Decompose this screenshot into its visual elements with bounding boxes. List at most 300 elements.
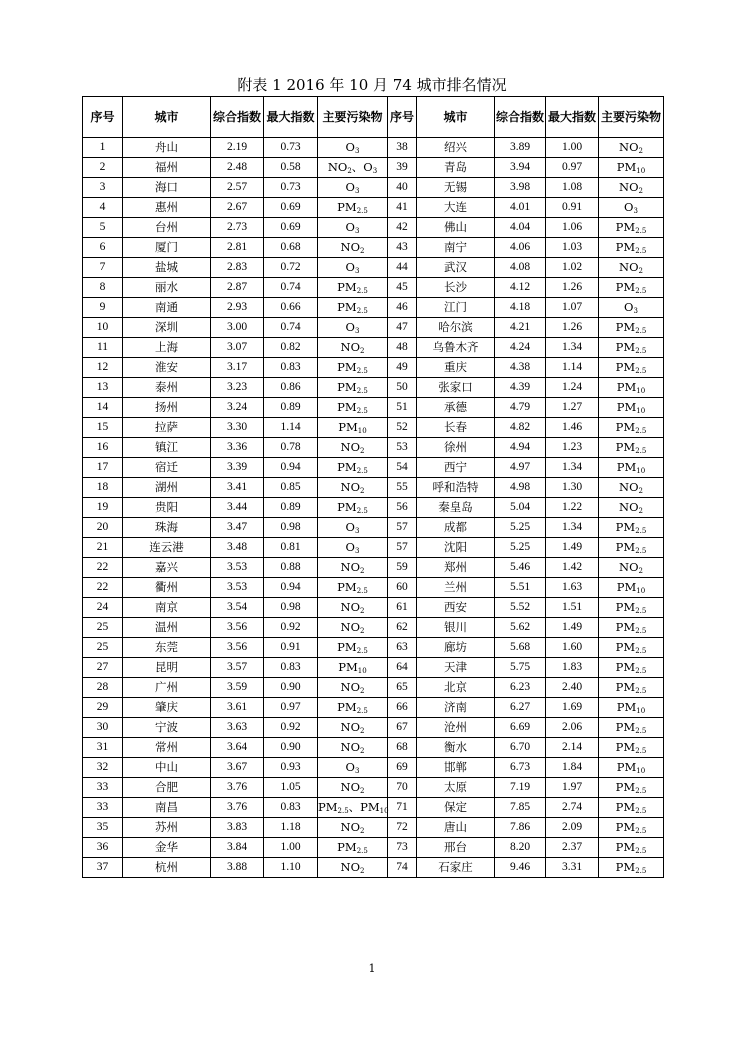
max-index-cell: 1.46	[546, 418, 599, 438]
city-cell: 肇庆	[123, 698, 211, 718]
rank-cell: 22	[83, 578, 123, 598]
rank-cell: 43	[388, 238, 417, 258]
max-index-cell: 0.58	[264, 158, 318, 178]
col-header: 综合指数	[211, 97, 264, 138]
city-cell: 中山	[123, 758, 211, 778]
rank-cell: 71	[388, 798, 417, 818]
city-cell: 南宁	[417, 238, 495, 258]
pollutant-cell: $PM_{2.5}$	[599, 318, 664, 338]
city-cell: 廊坊	[417, 638, 495, 658]
pollutant-cell: $NO_2$、$O_3$	[318, 158, 388, 178]
pollutant-cell: $PM_{10}$	[599, 578, 664, 598]
rank-cell: 56	[388, 498, 417, 518]
city-cell: 广州	[123, 678, 211, 698]
pollutant-cell: $NO_2$	[318, 238, 388, 258]
rank-cell: 15	[83, 418, 123, 438]
rank-cell: 62	[388, 618, 417, 638]
city-cell: 湖州	[123, 478, 211, 498]
pollutant-cell: $O_3$	[599, 298, 664, 318]
composite-index-cell: 6.27	[495, 698, 546, 718]
pollutant-cell: $NO_2$	[318, 858, 388, 878]
max-index-cell: 1.14	[264, 418, 318, 438]
max-index-cell: 1.84	[546, 758, 599, 778]
city-cell: 台州	[123, 218, 211, 238]
city-cell: 绍兴	[417, 138, 495, 158]
rank-cell: 47	[388, 318, 417, 338]
max-index-cell: 1.07	[546, 298, 599, 318]
city-cell: 淮安	[123, 358, 211, 378]
city-cell: 上海	[123, 338, 211, 358]
composite-index-cell: 2.83	[211, 258, 264, 278]
table-row	[83, 218, 664, 238]
max-index-cell: 1.06	[546, 218, 599, 238]
max-index-cell: 0.69	[264, 218, 318, 238]
composite-index-cell: 3.59	[211, 678, 264, 698]
max-index-cell: 0.94	[264, 458, 318, 478]
pollutant-cell: $NO_2$	[318, 738, 388, 758]
pollutant-cell: $NO_2$	[318, 718, 388, 738]
composite-index-cell: 3.53	[211, 578, 264, 598]
pollutant-cell: $PM_{10}$	[599, 698, 664, 718]
max-index-cell: 1.03	[546, 238, 599, 258]
pollutant-cell: $PM_{2.5}$	[599, 218, 664, 238]
table-row	[83, 698, 664, 718]
pollutant-cell: $O_3$	[318, 218, 388, 238]
composite-index-cell: 9.46	[495, 858, 546, 878]
rank-cell: 8	[83, 278, 123, 298]
pollutant-cell: $PM_{2.5}$	[599, 238, 664, 258]
composite-index-cell: 4.08	[495, 258, 546, 278]
pollutant-cell: $NO_2$	[599, 498, 664, 518]
pollutant-cell: $PM_{10}$	[599, 398, 664, 418]
pollutant-cell: $PM_{10}$	[599, 458, 664, 478]
city-cell: 成都	[417, 518, 495, 538]
composite-index-cell: 3.56	[211, 638, 264, 658]
composite-index-cell: 2.57	[211, 178, 264, 198]
max-index-cell: 0.86	[264, 378, 318, 398]
composite-index-cell: 2.67	[211, 198, 264, 218]
pollutant-cell: $PM_{2.5}$	[599, 278, 664, 298]
rank-cell: 37	[83, 858, 123, 878]
city-cell: 唐山	[417, 818, 495, 838]
composite-index-cell: 3.30	[211, 418, 264, 438]
table-row	[83, 318, 664, 338]
pollutant-cell: $PM_{10}$	[318, 418, 388, 438]
rank-cell: 49	[388, 358, 417, 378]
rank-cell: 57	[388, 518, 417, 538]
composite-index-cell: 2.48	[211, 158, 264, 178]
pollutant-cell: $NO_2$	[318, 338, 388, 358]
city-cell: 哈尔滨	[417, 318, 495, 338]
city-cell: 舟山	[123, 138, 211, 158]
rank-cell: 69	[388, 758, 417, 778]
max-index-cell: 0.92	[264, 618, 318, 638]
pollutant-cell: $PM_{2.5}$、$PM_{10}$	[318, 798, 388, 818]
pollutant-cell: $PM_{2.5}$	[318, 698, 388, 718]
city-cell: 衢州	[123, 578, 211, 598]
pollutant-cell: $PM_{2.5}$	[318, 578, 388, 598]
table-row	[83, 818, 664, 838]
max-index-cell: 0.90	[264, 738, 318, 758]
rank-cell: 48	[388, 338, 417, 358]
composite-index-cell: 3.76	[211, 778, 264, 798]
city-cell: 南昌	[123, 798, 211, 818]
city-cell: 江门	[417, 298, 495, 318]
col-header: 综合指数	[495, 97, 546, 138]
col-header: 最大指数	[546, 97, 599, 138]
max-index-cell: 1.49	[546, 538, 599, 558]
rank-cell: 46	[388, 298, 417, 318]
col-header: 城市	[417, 97, 495, 138]
city-cell: 张家口	[417, 378, 495, 398]
table-row	[83, 738, 664, 758]
composite-index-cell: 3.94	[495, 158, 546, 178]
max-index-cell: 1.23	[546, 438, 599, 458]
pollutant-cell: $PM_{2.5}$	[599, 718, 664, 738]
pollutant-cell: $PM_{2.5}$	[318, 358, 388, 378]
max-index-cell: 1.24	[546, 378, 599, 398]
composite-index-cell: 4.97	[495, 458, 546, 478]
city-cell: 福州	[123, 158, 211, 178]
composite-index-cell: 4.79	[495, 398, 546, 418]
rank-cell: 64	[388, 658, 417, 678]
pollutant-cell: $PM_{2.5}$	[318, 638, 388, 658]
max-index-cell: 1.34	[546, 518, 599, 538]
pollutant-cell: $NO_2$	[318, 778, 388, 798]
composite-index-cell: 5.25	[495, 538, 546, 558]
max-index-cell: 0.83	[264, 658, 318, 678]
table-row	[83, 478, 664, 498]
city-cell: 连云港	[123, 538, 211, 558]
rank-cell: 33	[83, 798, 123, 818]
rank-cell: 39	[388, 158, 417, 178]
table-row	[83, 538, 664, 558]
pollutant-cell: $PM_{2.5}$	[318, 298, 388, 318]
max-index-cell: 0.72	[264, 258, 318, 278]
composite-index-cell: 2.19	[211, 138, 264, 158]
max-index-cell: 1.00	[264, 838, 318, 858]
composite-index-cell: 4.04	[495, 218, 546, 238]
max-index-cell: 0.83	[264, 798, 318, 818]
max-index-cell: 2.37	[546, 838, 599, 858]
max-index-cell: 1.26	[546, 278, 599, 298]
table-row	[83, 338, 664, 358]
pollutant-cell: $NO_2$	[599, 138, 664, 158]
rank-cell: 42	[388, 218, 417, 238]
city-cell: 泰州	[123, 378, 211, 398]
max-index-cell: 0.98	[264, 598, 318, 618]
composite-index-cell: 6.69	[495, 718, 546, 738]
page-number: 1	[368, 962, 376, 975]
rank-cell: 54	[388, 458, 417, 478]
city-cell: 常州	[123, 738, 211, 758]
pollutant-cell: $PM_{10}$	[599, 158, 664, 178]
rank-cell: 40	[388, 178, 417, 198]
rank-cell: 65	[388, 678, 417, 698]
col-header: 序号	[83, 97, 123, 138]
rank-cell: 24	[83, 598, 123, 618]
rank-cell: 66	[388, 698, 417, 718]
city-cell: 银川	[417, 618, 495, 638]
table-row	[83, 378, 664, 398]
composite-index-cell: 3.54	[211, 598, 264, 618]
pollutant-cell: $NO_2$	[318, 678, 388, 698]
max-index-cell: 0.85	[264, 478, 318, 498]
city-cell: 徐州	[417, 438, 495, 458]
composite-index-cell: 2.87	[211, 278, 264, 298]
pollutant-cell: $PM_{2.5}$	[599, 658, 664, 678]
max-index-cell: 1.26	[546, 318, 599, 338]
col-header: 主要污染物	[318, 97, 388, 138]
pollutant-cell: $NO_2$	[318, 818, 388, 838]
pollutant-cell: $O_3$	[318, 758, 388, 778]
pollutant-cell: $PM_{2.5}$	[318, 278, 388, 298]
rank-cell: 63	[388, 638, 417, 658]
composite-index-cell: 3.07	[211, 338, 264, 358]
max-index-cell: 0.82	[264, 338, 318, 358]
pollutant-cell: $PM_{2.5}$	[599, 518, 664, 538]
table-row	[83, 158, 664, 178]
pollutant-cell: $PM_{2.5}$	[599, 538, 664, 558]
rank-cell: 18	[83, 478, 123, 498]
rank-cell: 27	[83, 658, 123, 678]
table-row	[83, 418, 664, 438]
city-cell: 西安	[417, 598, 495, 618]
composite-index-cell: 6.73	[495, 758, 546, 778]
max-index-cell: 2.40	[546, 678, 599, 698]
city-cell: 长春	[417, 418, 495, 438]
max-index-cell: 0.92	[264, 718, 318, 738]
city-cell: 丽水	[123, 278, 211, 298]
rank-cell: 44	[388, 258, 417, 278]
max-index-cell: 0.89	[264, 398, 318, 418]
composite-index-cell: 3.44	[211, 498, 264, 518]
pollutant-cell: $O_3$	[318, 178, 388, 198]
table-row	[83, 458, 664, 478]
composite-index-cell: 3.88	[211, 858, 264, 878]
composite-index-cell: 3.41	[211, 478, 264, 498]
table-row	[83, 598, 664, 618]
pollutant-cell: $PM_{10}$	[318, 658, 388, 678]
max-index-cell: 0.93	[264, 758, 318, 778]
composite-index-cell: 3.36	[211, 438, 264, 458]
rank-cell: 72	[388, 818, 417, 838]
composite-index-cell: 5.52	[495, 598, 546, 618]
max-index-cell: 0.66	[264, 298, 318, 318]
rank-cell: 50	[388, 378, 417, 398]
composite-index-cell: 3.64	[211, 738, 264, 758]
rank-cell: 73	[388, 838, 417, 858]
composite-index-cell: 3.67	[211, 758, 264, 778]
city-cell: 拉萨	[123, 418, 211, 438]
table-row	[83, 778, 664, 798]
rank-cell: 21	[83, 538, 123, 558]
city-cell: 太原	[417, 778, 495, 798]
city-cell: 金华	[123, 838, 211, 858]
city-cell: 济南	[417, 698, 495, 718]
max-index-cell: 0.68	[264, 238, 318, 258]
composite-index-cell: 3.39	[211, 458, 264, 478]
pollutant-cell: $NO_2$	[318, 438, 388, 458]
max-index-cell: 0.91	[264, 638, 318, 658]
max-index-cell: 1.60	[546, 638, 599, 658]
composite-index-cell: 5.46	[495, 558, 546, 578]
rank-cell: 1	[83, 138, 123, 158]
composite-index-cell: 4.24	[495, 338, 546, 358]
pollutant-cell: $NO_2$	[318, 618, 388, 638]
city-cell: 深圳	[123, 318, 211, 338]
rank-cell: 11	[83, 338, 123, 358]
max-index-cell: 1.63	[546, 578, 599, 598]
city-cell: 天津	[417, 658, 495, 678]
composite-index-cell: 3.24	[211, 398, 264, 418]
composite-index-cell: 3.61	[211, 698, 264, 718]
table-row	[83, 138, 664, 158]
max-index-cell: 0.97	[264, 698, 318, 718]
composite-index-cell: 5.68	[495, 638, 546, 658]
composite-index-cell: 3.83	[211, 818, 264, 838]
city-cell: 海口	[123, 178, 211, 198]
rank-cell: 28	[83, 678, 123, 698]
table-row	[83, 718, 664, 738]
pollutant-cell: $PM_{2.5}$	[318, 458, 388, 478]
max-index-cell: 0.98	[264, 518, 318, 538]
composite-index-cell: 3.57	[211, 658, 264, 678]
composite-index-cell: 2.93	[211, 298, 264, 318]
composite-index-cell: 4.12	[495, 278, 546, 298]
pollutant-cell: $NO_2$	[599, 178, 664, 198]
pollutant-cell: $O_3$	[318, 138, 388, 158]
table-row	[83, 498, 664, 518]
max-index-cell: 0.69	[264, 198, 318, 218]
max-index-cell: 2.14	[546, 738, 599, 758]
composite-index-cell: 6.23	[495, 678, 546, 698]
composite-index-cell: 5.51	[495, 578, 546, 598]
city-cell: 衡水	[417, 738, 495, 758]
composite-index-cell: 3.56	[211, 618, 264, 638]
max-index-cell: 0.94	[264, 578, 318, 598]
max-index-cell: 2.09	[546, 818, 599, 838]
pollutant-cell: $PM_{10}$	[599, 758, 664, 778]
pollutant-cell: $PM_{2.5}$	[599, 778, 664, 798]
rank-cell: 13	[83, 378, 123, 398]
pollutant-cell: $PM_{2.5}$	[599, 818, 664, 838]
composite-index-cell: 7.86	[495, 818, 546, 838]
pollutant-cell: $NO_2$	[318, 558, 388, 578]
table-row	[83, 758, 664, 778]
city-cell: 邯郸	[417, 758, 495, 778]
pollutant-cell: $O_3$	[318, 518, 388, 538]
max-index-cell: 1.18	[264, 818, 318, 838]
max-index-cell: 1.10	[264, 858, 318, 878]
rank-cell: 25	[83, 638, 123, 658]
header-row	[83, 97, 664, 138]
max-index-cell: 1.14	[546, 358, 599, 378]
pollutant-cell: $PM_{2.5}$	[599, 358, 664, 378]
pollutant-cell: $NO_2$	[599, 258, 664, 278]
rank-cell: 51	[388, 398, 417, 418]
city-cell: 杭州	[123, 858, 211, 878]
city-cell: 苏州	[123, 818, 211, 838]
city-cell: 武汉	[417, 258, 495, 278]
composite-index-cell: 4.82	[495, 418, 546, 438]
table-row	[83, 518, 664, 538]
rank-cell: 32	[83, 758, 123, 778]
rank-cell: 52	[388, 418, 417, 438]
composite-index-cell: 5.62	[495, 618, 546, 638]
table-row	[83, 258, 664, 278]
city-cell: 温州	[123, 618, 211, 638]
col-header: 序号	[388, 97, 417, 138]
rank-cell: 9	[83, 298, 123, 318]
rank-cell: 29	[83, 698, 123, 718]
pollutant-cell: $PM_{2.5}$	[599, 438, 664, 458]
rank-cell: 2	[83, 158, 123, 178]
rank-cell: 68	[388, 738, 417, 758]
composite-index-cell: 3.53	[211, 558, 264, 578]
max-index-cell: 0.73	[264, 178, 318, 198]
city-cell: 北京	[417, 678, 495, 698]
pollutant-cell: $PM_{2.5}$	[599, 738, 664, 758]
max-index-cell: 0.74	[264, 278, 318, 298]
pollutant-cell: $NO_2$	[318, 478, 388, 498]
city-cell: 石家庄	[417, 858, 495, 878]
rank-cell: 70	[388, 778, 417, 798]
composite-index-cell: 3.76	[211, 798, 264, 818]
composite-index-cell: 3.48	[211, 538, 264, 558]
composite-index-cell: 5.25	[495, 518, 546, 538]
rank-cell: 33	[83, 778, 123, 798]
pollutant-cell: $NO_2$	[599, 478, 664, 498]
col-header: 最大指数	[264, 97, 318, 138]
pollutant-cell: $PM_{10}$	[599, 378, 664, 398]
rank-cell: 16	[83, 438, 123, 458]
rank-cell: 5	[83, 218, 123, 238]
city-cell: 东莞	[123, 638, 211, 658]
pollutant-cell: $NO_2$	[318, 598, 388, 618]
table-row	[83, 358, 664, 378]
composite-index-cell: 4.38	[495, 358, 546, 378]
city-cell: 邢台	[417, 838, 495, 858]
composite-index-cell: 2.73	[211, 218, 264, 238]
max-index-cell: 3.31	[546, 858, 599, 878]
city-cell: 合肥	[123, 778, 211, 798]
composite-index-cell: 2.81	[211, 238, 264, 258]
rank-cell: 4	[83, 198, 123, 218]
table-row	[83, 178, 664, 198]
table-row	[83, 578, 664, 598]
rank-cell: 61	[388, 598, 417, 618]
rank-cell: 31	[83, 738, 123, 758]
table-row	[83, 678, 664, 698]
city-cell: 大连	[417, 198, 495, 218]
max-index-cell: 0.74	[264, 318, 318, 338]
pollutant-cell: $NO_2$	[599, 558, 664, 578]
city-cell: 郑州	[417, 558, 495, 578]
table-body	[83, 138, 664, 878]
max-index-cell: 2.06	[546, 718, 599, 738]
max-index-cell: 1.27	[546, 398, 599, 418]
max-index-cell: 0.90	[264, 678, 318, 698]
composite-index-cell: 4.98	[495, 478, 546, 498]
composite-index-cell: 5.04	[495, 498, 546, 518]
city-cell: 秦皇岛	[417, 498, 495, 518]
rank-cell: 25	[83, 618, 123, 638]
pollutant-cell: $PM_{2.5}$	[318, 398, 388, 418]
max-index-cell: 0.81	[264, 538, 318, 558]
city-cell: 昆明	[123, 658, 211, 678]
composite-index-cell: 3.84	[211, 838, 264, 858]
